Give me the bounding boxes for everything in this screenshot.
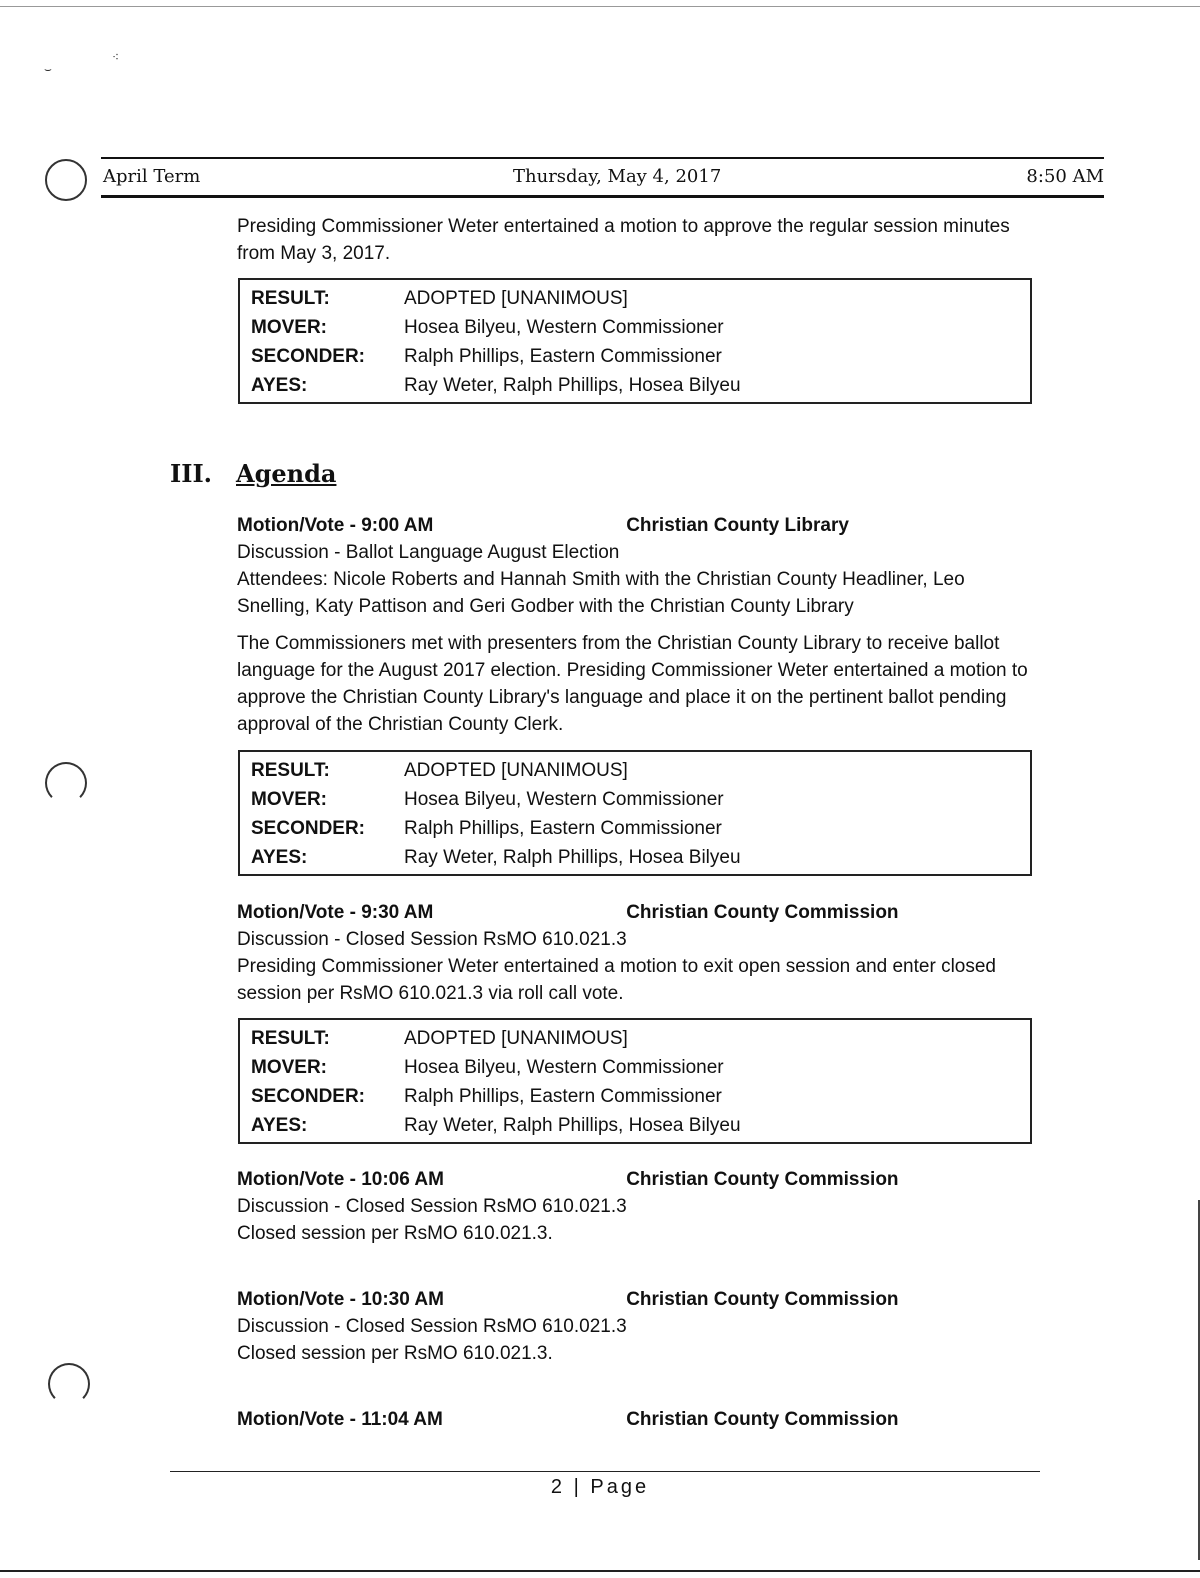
footer-rule (170, 1471, 1040, 1472)
seconder-value: Ralph Phillips, Eastern Commissioner (404, 817, 722, 839)
motion-discussion: Discussion - Closed Session RsMO 610.021.3 (237, 1196, 627, 1217)
motion-label: Motion/Vote - (237, 1169, 356, 1190)
motion-heading (237, 1286, 1037, 1313)
motion-time: 9:00 AM (361, 515, 434, 536)
vote-row-result (240, 756, 1030, 785)
punch-hole (45, 159, 87, 201)
result-value: ADOPTED [UNANIMOUS] (404, 759, 628, 781)
motion-label: Motion/Vote - (237, 902, 356, 923)
motion-org: Christian County Library (626, 515, 849, 536)
section-title: Agenda (236, 459, 337, 488)
header-date: Thursday, May 4, 2017 (513, 166, 722, 187)
motion-block-3 (237, 1166, 1037, 1247)
ayes-value: Ray Weter, Ralph Phillips, Hosea Bilyeu (404, 1114, 741, 1136)
punch-hole (45, 762, 87, 804)
result-value: ADOPTED [UNANIMOUS] (404, 1027, 628, 1049)
ayes-label: AYES: (251, 1114, 308, 1136)
motion-time: 10:06 AM (361, 1169, 444, 1190)
header-rule-bottom (101, 195, 1104, 198)
result-label: RESULT: (251, 759, 330, 781)
result-value: ADOPTED [UNANIMOUS] (404, 287, 628, 309)
motion-heading (237, 512, 1037, 539)
intro-text: Presiding Commissioner Weter entertained a motion to approve the regular session minutes from May 3, 2017. (237, 216, 1010, 264)
section-heading (170, 459, 336, 488)
header-term: April Term (103, 166, 201, 187)
mover-value: Hosea Bilyeu, Western Commissioner (404, 788, 724, 810)
page-number: 2 | Page (550, 1476, 650, 1498)
motion-attendees: Attendees: Nicole Roberts and Hannah Smith with the Christian County Headliner, Leo Snelling, Katy Pattison and Geri Godber with the Christian County Library (237, 569, 965, 617)
motion-block-1 (237, 512, 1037, 738)
motion-org: Christian County Commission (626, 1409, 899, 1430)
punch-hole (48, 1363, 90, 1405)
vote-row-ayes (240, 371, 1030, 400)
vote-row-seconder (240, 814, 1030, 843)
motion-discussion: Discussion - Ballot Language August Election (237, 542, 620, 563)
motion-time: 9:30 AM (361, 902, 434, 923)
motion-discussion: Discussion - Closed Session RsMO 610.021.3 (237, 1316, 627, 1337)
motion-discussion: Discussion - Closed Session RsMO 610.021.3 (237, 929, 627, 950)
motion-org: Christian County Commission (626, 1289, 899, 1310)
motion-body: Presiding Commissioner Weter entertained a motion to exit open session and enter closed session per RsMO 610.021.3 via roll call vote. (237, 956, 996, 1004)
motion-time: 11:04 AM (361, 1409, 443, 1430)
vote-row-mover (240, 785, 1030, 814)
mover-value: Hosea Bilyeu, Western Commissioner (404, 1056, 724, 1078)
section-number: III. (170, 459, 213, 488)
vote-row-mover (240, 313, 1030, 342)
mover-value: Hosea Bilyeu, Western Commissioner (404, 316, 724, 338)
motion-org: Christian County Commission (626, 902, 899, 923)
scan-speck: ⌣ (44, 62, 52, 76)
seconder-label: SECONDER: (251, 345, 366, 367)
scan-speck: ⁖ (112, 50, 120, 64)
vote-row-result (240, 1024, 1030, 1053)
motion-org: Christian County Commission (626, 1169, 899, 1190)
vote-row-seconder (240, 1082, 1030, 1111)
motion-label: Motion/Vote - (237, 1289, 356, 1310)
intro-paragraph (237, 213, 1037, 267)
mover-label: MOVER: (251, 316, 327, 338)
header-time: 8:50 AM (1026, 166, 1104, 187)
ayes-label: AYES: (251, 374, 308, 396)
motion-body: Closed session per RsMO 610.021.3. (237, 1223, 553, 1244)
motion-body: The Commissioners met with presenters from the Christian County Library to receive ballot language for the August 2017 election. Presiding Commissioner Weter entertained a motion to approve the Christian County Library's language and place it on the pertinent ballot pending approval of the Christian County Clerk. (237, 633, 1028, 735)
seconder-value: Ralph Phillips, Eastern Commissioner (404, 1085, 722, 1107)
scan-bottom-edge (0, 1570, 1200, 1572)
motion-block-5 (237, 1406, 1037, 1433)
ayes-value: Ray Weter, Ralph Phillips, Hosea Bilyeu (404, 846, 741, 868)
vote-table-3 (238, 1018, 1032, 1144)
result-label: RESULT: (251, 287, 330, 309)
vote-row-seconder (240, 342, 1030, 371)
ayes-value: Ray Weter, Ralph Phillips, Hosea Bilyeu (404, 374, 741, 396)
ayes-label: AYES: (251, 846, 308, 868)
motion-block-2 (237, 899, 1037, 1007)
motion-label: Motion/Vote - (237, 515, 356, 536)
header-rule-top (101, 157, 1104, 159)
motion-heading (237, 1166, 1037, 1193)
vote-table-2 (238, 750, 1032, 876)
motion-heading (237, 1406, 1037, 1433)
seconder-label: SECONDER: (251, 817, 366, 839)
motion-label: Motion/Vote - (237, 1409, 356, 1430)
result-label: RESULT: (251, 1027, 330, 1049)
motion-body: Closed session per RsMO 610.021.3. (237, 1343, 553, 1364)
scan-top-edge (0, 6, 1200, 7)
motion-block-4 (237, 1286, 1037, 1367)
motion-time: 10:30 AM (361, 1289, 444, 1310)
mover-label: MOVER: (251, 788, 327, 810)
seconder-value: Ralph Phillips, Eastern Commissioner (404, 345, 722, 367)
vote-row-result (240, 284, 1030, 313)
vote-table-1 (238, 278, 1032, 404)
vote-row-ayes (240, 843, 1030, 872)
seconder-label: SECONDER: (251, 1085, 366, 1107)
vote-row-ayes (240, 1111, 1030, 1140)
mover-label: MOVER: (251, 1056, 327, 1078)
motion-heading (237, 899, 1037, 926)
vote-row-mover (240, 1053, 1030, 1082)
